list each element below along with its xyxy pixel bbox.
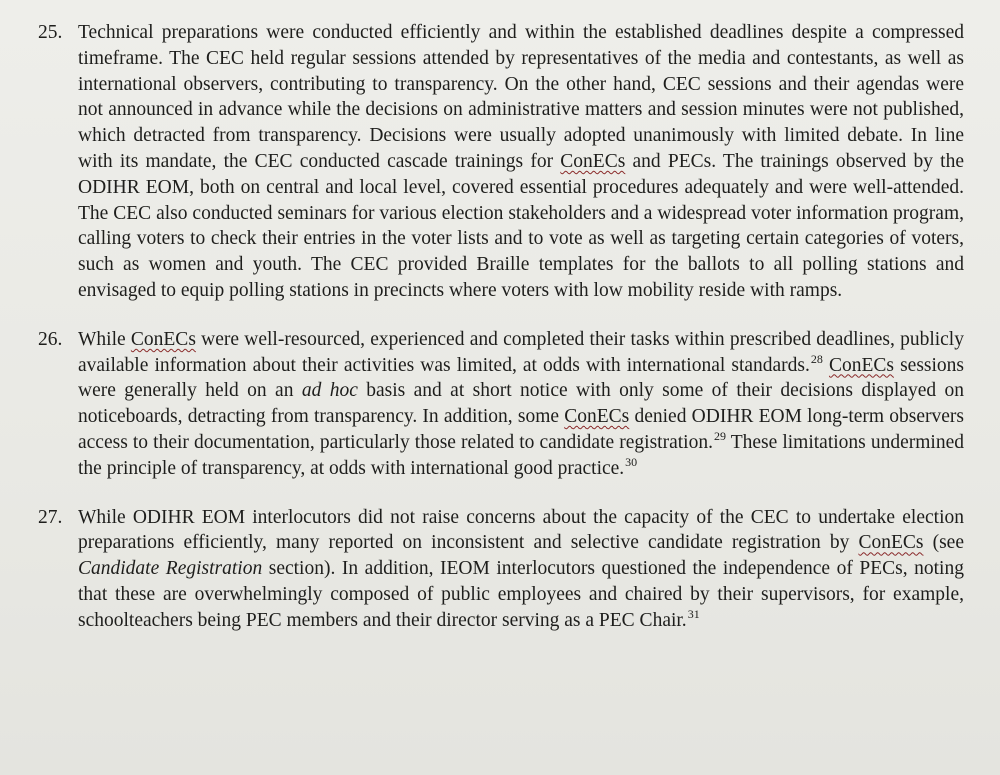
abbreviation-term: ConECs (564, 406, 630, 428)
abbreviation-term: ConECs (828, 354, 894, 376)
footnote-marker: 28 (810, 352, 823, 367)
paragraph-text (78, 505, 964, 634)
text-segment: Technical preparations were conducted efficiently and within the established deadlines despite a compressed timeframe. The CEC held regular sessions attended by representatives of the media and contestants, as well as international observers, contributing to transparency. On the other hand, CEC sessions and their agendas were not announced in advance while the decisions on administrative matters and session minutes were not published, which detracted from transparency. Decisions were usually adopted unanimously with limited debate. In line with its mandate, the CEC conducted cascade trainings for (78, 22, 964, 172)
text-segment: (see (923, 532, 964, 554)
text-segment: basis and at short notice with only some of their decisions displayed on noticeboards, detracting from transparency. In addition, some (78, 380, 965, 428)
abbreviation-term: ConECs (130, 328, 196, 350)
abbreviation-term: ConECs (560, 150, 626, 172)
text-segment: denied ODIHR EOM long-term observers access to their documentation, particularly those related to candidate registration. (78, 406, 964, 453)
text-segment: sessions were generally held on an (78, 354, 965, 402)
text-segment: While (78, 328, 131, 350)
paragraph-number: 27. (38, 506, 63, 528)
paragraph-text (78, 327, 964, 482)
paragraph-27 (38, 505, 964, 634)
paragraph-26 (38, 327, 964, 482)
paragraph-25 (38, 20, 964, 304)
paragraph-number: 26. (38, 328, 63, 350)
text-segment: section). In addition, IEOM interlocutors questioned the independence of PECs, noting that these are overwhelmingly composed of public employees and chaired by their supervisors, for example, schoolteachers being PEC members and their director serving as a PEC Chair. (78, 558, 964, 631)
footnote-marker: 29 (713, 429, 726, 444)
italic-text: ad hoc (301, 380, 358, 402)
text-segment: were well-resourced, experienced and completed their tasks within prescribed deadlines, publicly available information about their activities was limited, at odds with international standards. (78, 328, 964, 376)
text-segment: These limitations undermined the principle of transparency, at odds with international good practice. (78, 431, 964, 479)
italic-text: Candidate Registration (78, 558, 263, 580)
paragraph-number: 25. (38, 22, 63, 43)
text-segment: While ODIHR EOM interlocutors did not raise concerns about the capacity of the CEC to undertake election preparations efficiently, many reported on inconsistent and selective candidate registration by (78, 506, 964, 554)
text-segment: and PECs. The trainings observed by the ODIHR EOM, both on central and local level, covered essential procedures adequately and were well-attended. The CEC also conducted seminars for various election stakeholders and a widespread voter information program, calling voters to check their entries in the voter lists and to vote as well as targeting certain categories of voters, such as women and youth. The CEC provided Braille templates for the ballots to all polling stations and envisaged to equip polling stations in precincts where voters with low mobility reside with ramps. (78, 150, 964, 301)
footnote-marker: 31 (687, 607, 700, 622)
paragraph-text (78, 20, 964, 304)
footnote-marker: 30 (625, 455, 638, 470)
abbreviation-term: ConECs (858, 532, 924, 554)
